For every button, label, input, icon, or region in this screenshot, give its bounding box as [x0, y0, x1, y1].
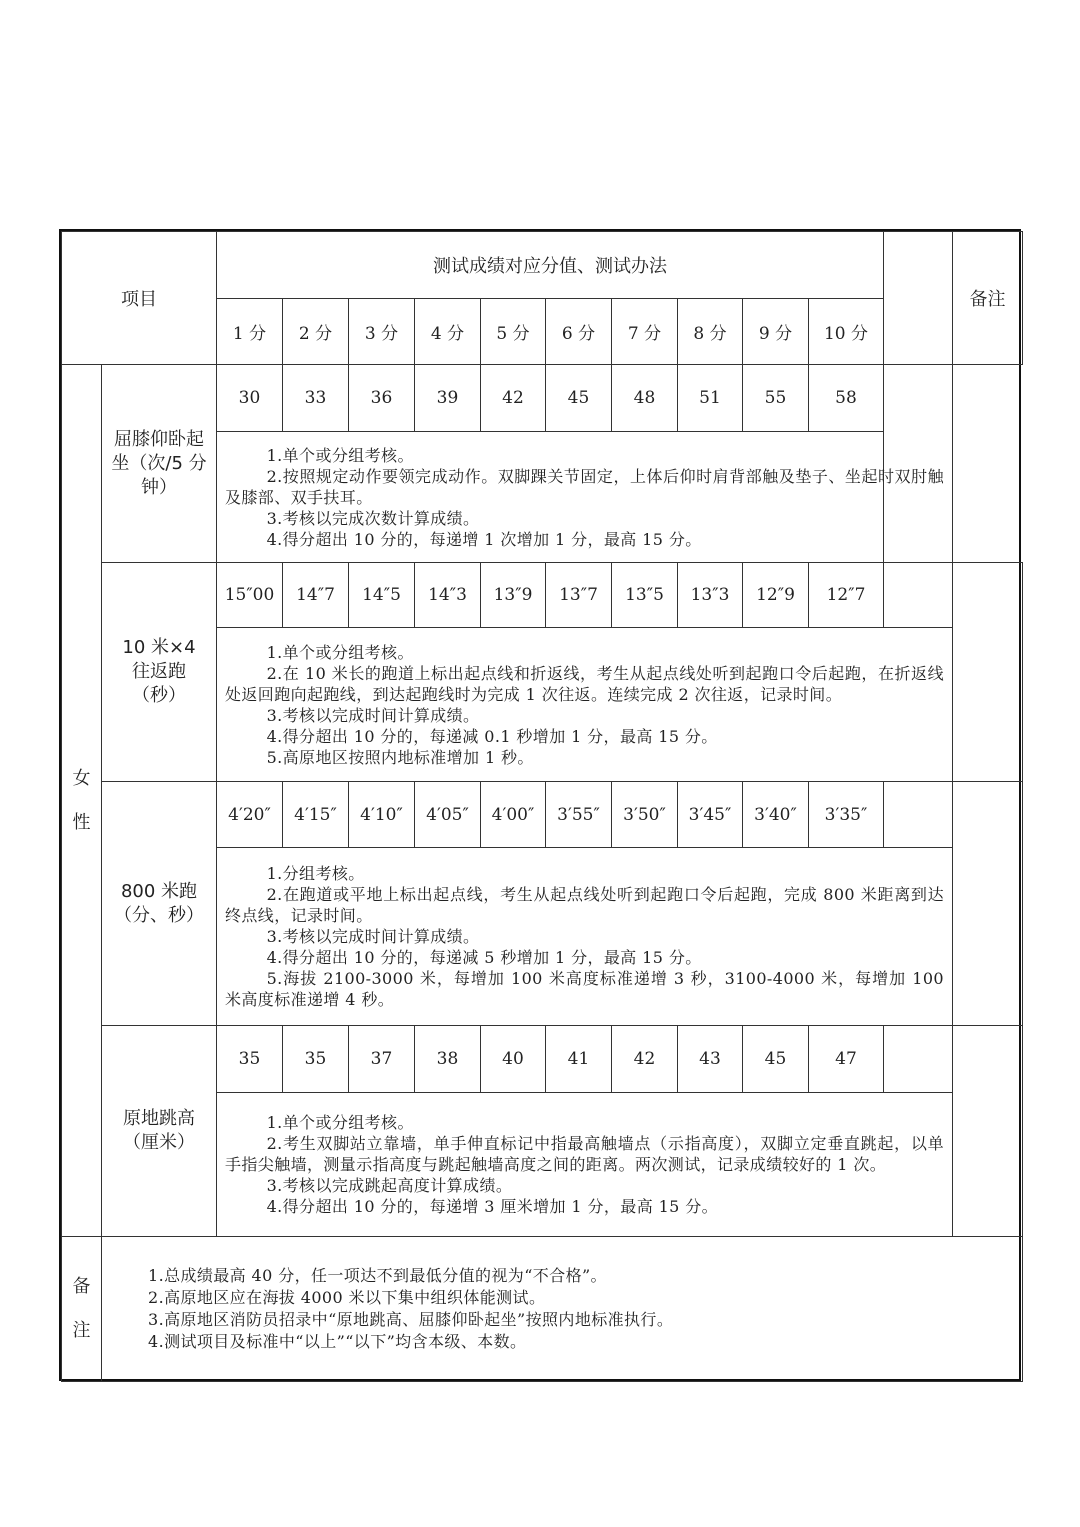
- value-cell: 4′00″: [481, 782, 546, 848]
- method-line: 3.考核以完成跳起高度计算成绩。: [266, 1176, 513, 1195]
- value-cell: 12″9: [743, 563, 809, 628]
- remark-cell: [953, 782, 1023, 1026]
- score-level-7: 7 分: [612, 299, 678, 365]
- item-name-line: 10 米×4: [122, 637, 196, 658]
- blank-cell: [884, 782, 953, 848]
- item-name-line: （厘米）: [123, 1132, 195, 1153]
- value-cell: 3′35″: [809, 782, 884, 848]
- notes-label-char: 注: [72, 1320, 91, 1341]
- value-cell: 37: [349, 1026, 415, 1093]
- fitness-standard-sheet: [59, 229, 1021, 1381]
- method-line: 2.考生双脚站立靠墙，单手伸直标记中指最高触墙点（示指高度），双脚立定垂直跳起，以单手指尖触墙，测量示指高度与跳起触墙高度之间的距离。两次测试，记录成绩较好的 1 次。: [225, 1134, 944, 1174]
- item-name-situp: [102, 365, 217, 563]
- note-line: 1.总成绩最高 40 分，任一项达不到最低分值的视为“不合格”。: [148, 1266, 607, 1285]
- value-cell: 15″00: [217, 563, 283, 628]
- item-name-line: 800 米跑: [120, 880, 198, 902]
- item-name-800m-run: [102, 782, 217, 1026]
- value-cell: 14″7: [283, 563, 349, 628]
- gender-label: [62, 365, 102, 1237]
- blank-header-cell: [884, 232, 953, 365]
- value-cell: 30: [217, 365, 283, 432]
- method-line: 3.考核以完成时间计算成绩。: [266, 705, 480, 725]
- value-cell: 4′20″: [217, 782, 283, 848]
- value-cell: 51: [678, 365, 743, 432]
- score-level-5: 5 分: [481, 299, 546, 365]
- notes-content: [102, 1237, 1023, 1382]
- score-level-1: 1 分: [217, 299, 283, 365]
- value-cell: 12″7: [809, 563, 884, 628]
- remark-cell: [953, 563, 1023, 782]
- note-line: 4.测试项目及标准中“以上”“以下”均含本级、本数。: [148, 1332, 527, 1351]
- method-line: 4.得分超出 10 分的，每递减 5 秒增加 1 分，最高 15 分。: [266, 948, 702, 967]
- item-name-line: 往返跑: [132, 661, 186, 682]
- item-name-line: 屈膝仰卧起: [114, 428, 204, 450]
- method-line: 4.得分超出 10 分的，每递增 3 厘米增加 1 分，最高 15 分。: [266, 1197, 719, 1216]
- value-cell: 14″5: [349, 563, 415, 628]
- value-cell: 4′10″: [349, 782, 415, 848]
- method-line: 1.单个或分组考核。: [266, 1113, 414, 1132]
- score-level-2: 2 分: [283, 299, 349, 365]
- item-name-line: （分、秒）: [114, 904, 204, 926]
- item-name-line: 原地跳高: [123, 1108, 195, 1129]
- value-cell: 38: [415, 1026, 481, 1093]
- method-line: 3.考核以完成时间计算成绩。: [266, 927, 480, 946]
- value-cell: 48: [612, 365, 678, 432]
- item-name-shuttle-run: [102, 563, 217, 782]
- value-cell: 13″9: [481, 563, 546, 628]
- note-line: 3.高原地区消防员招录中“原地跳高、屈膝仰卧起坐”按照内地标准执行。: [148, 1310, 674, 1329]
- value-cell: 35: [283, 1026, 349, 1093]
- note-line: 2.高原地区应在海拔 4000 米以下集中组织体能测试。: [148, 1288, 546, 1307]
- method-800m-run: [217, 848, 953, 1026]
- score-level-8: 8 分: [678, 299, 743, 365]
- value-cell: 3′55″: [546, 782, 612, 848]
- method-standing-jump: [217, 1093, 953, 1237]
- method-line: 4.得分超出 10 分的，每递减 0.1 秒增加 1 分，最高 15 分。: [266, 726, 718, 746]
- value-cell: 4′15″: [283, 782, 349, 848]
- method-line: 4.得分超出 10 分的，每递增 1 次增加 1 分，最高 15 分。: [266, 529, 702, 549]
- gender-char: 女: [72, 767, 91, 789]
- value-cell: 36: [349, 365, 415, 432]
- method-line: 2.按照规定动作要领完成动作。双脚踝关节固定，上体后仰时肩背部触及垫子、坐起时双肘触及膝部、双手扶耳。: [225, 466, 944, 507]
- value-cell: 43: [678, 1026, 743, 1093]
- value-cell: 40: [481, 1026, 546, 1093]
- value-cell: 42: [612, 1026, 678, 1093]
- score-level-4: 4 分: [415, 299, 481, 365]
- blank-cell: [884, 1026, 953, 1093]
- method-line: 5.海拔 2100-3000 米，每增加 100 米高度标准递增 3 秒，3100-4000 米，每增加 100 米高度标准递增 4 秒。: [225, 969, 944, 1009]
- score-level-9: 9 分: [743, 299, 809, 365]
- value-cell: 13″5: [612, 563, 678, 628]
- method-line: 1.单个或分组考核。: [266, 445, 414, 465]
- remark-header: 备注: [953, 232, 1023, 365]
- fitness-standard-table: [61, 231, 1023, 1382]
- value-cell: 3′45″: [678, 782, 743, 848]
- item-name-line: （秒）: [132, 685, 186, 706]
- value-cell: 3′50″: [612, 782, 678, 848]
- item-header: 项目: [62, 232, 217, 365]
- score-heading: 测试成绩对应分值、测试办法: [217, 232, 884, 299]
- value-cell: 14″3: [415, 563, 481, 628]
- score-level-10: 10 分: [809, 299, 884, 365]
- notes-label: [62, 1237, 102, 1382]
- value-cell: 35: [217, 1026, 283, 1093]
- value-cell: 42: [481, 365, 546, 432]
- value-cell: 13″3: [678, 563, 743, 628]
- value-cell: 45: [743, 1026, 809, 1093]
- value-cell: 4′05″: [415, 782, 481, 848]
- value-cell: 13″7: [546, 563, 612, 628]
- method-situp: [217, 432, 953, 563]
- method-line: 2.在跑道或平地上标出起点线，考生从起点线处听到起跑口令后起跑，完成 800 米距离到达终点线，记录时间。: [225, 885, 944, 925]
- method-line: 1.单个或分组考核。: [266, 642, 414, 662]
- value-cell: 41: [546, 1026, 612, 1093]
- method-line: 3.考核以完成次数计算成绩。: [266, 508, 480, 528]
- method-line: 2.在 10 米长的跑道上标出起点线和折返线，考生从起点线处听到起跑口令后起跑，在折返线处返回跑向起跑线，到达起跑线时为完成 1 次往返。连续完成 2 次往返，记录时间。: [225, 663, 944, 704]
- blank-cell: [884, 563, 953, 628]
- value-cell: 39: [415, 365, 481, 432]
- value-cell: 45: [546, 365, 612, 432]
- value-cell: 58: [809, 365, 884, 432]
- value-cell: 33: [283, 365, 349, 432]
- gender-char: 性: [72, 811, 91, 833]
- method-line: 1.分组考核。: [266, 864, 365, 883]
- notes-label-char: 备: [72, 1276, 91, 1297]
- value-cell: 55: [743, 365, 809, 432]
- score-level-3: 3 分: [349, 299, 415, 365]
- remark-cell: [953, 1026, 1023, 1237]
- value-cell: 47: [809, 1026, 884, 1093]
- method-shuttle-run: [217, 628, 953, 782]
- method-line: 5.高原地区按照内地标准增加 1 秒。: [266, 747, 534, 767]
- item-name-line: 钟）: [141, 476, 177, 498]
- score-level-6: 6 分: [546, 299, 612, 365]
- item-name-standing-jump: [102, 1026, 217, 1237]
- value-cell: 3′40″: [743, 782, 809, 848]
- item-name-line: 坐（次/5 分: [111, 452, 207, 474]
